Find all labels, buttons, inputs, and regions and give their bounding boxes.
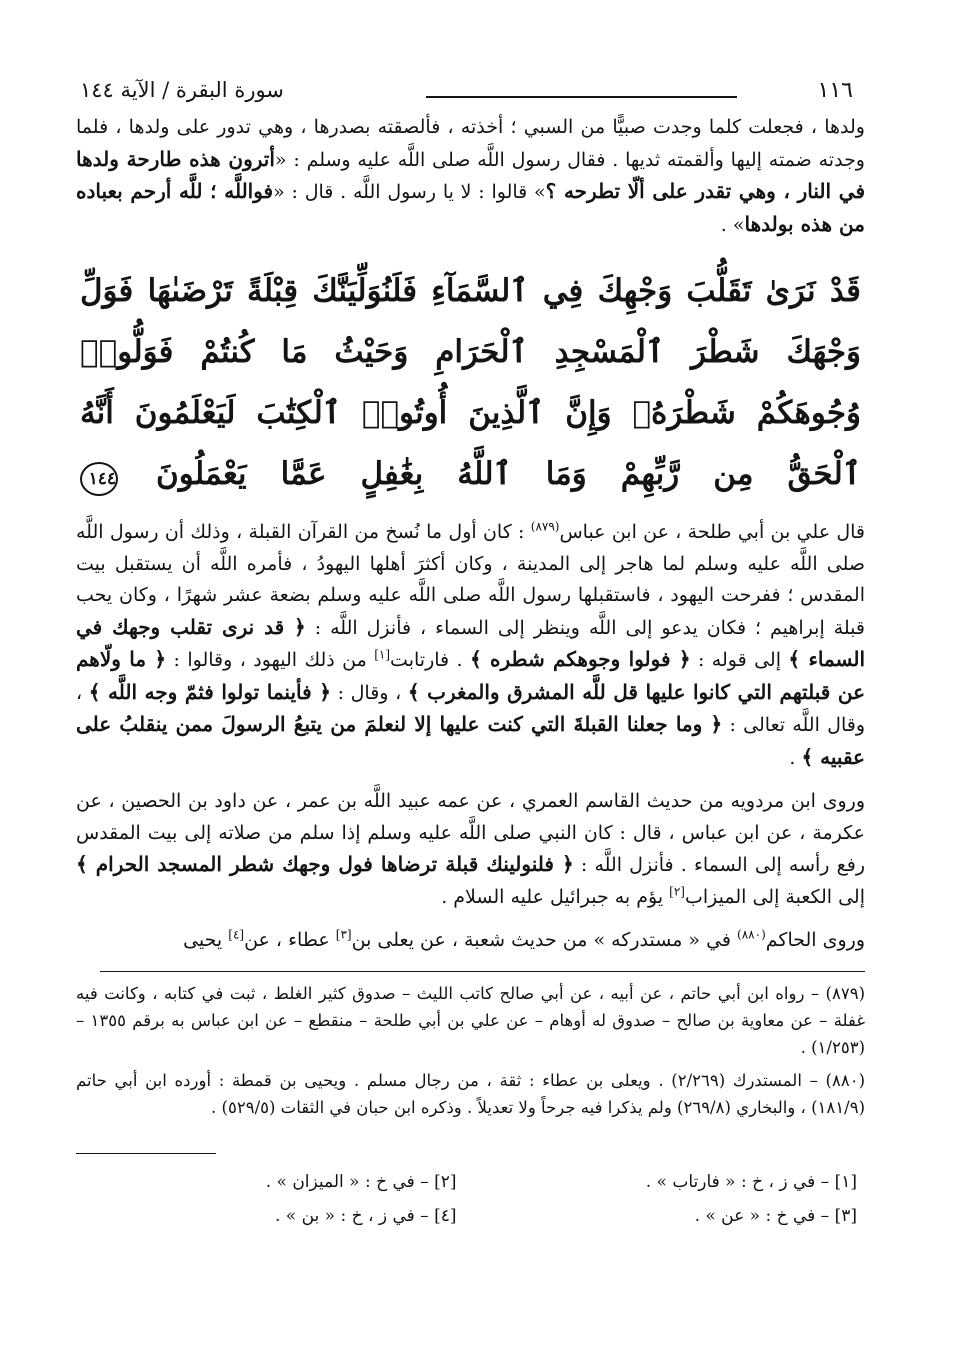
hadith-quote-2: فواللَّه ؛ للَّه أرحم بعباده من هذه بولدها [76, 179, 865, 236]
variants-divider [76, 1153, 216, 1154]
quran-verse [80, 261, 861, 505]
intro-text: ولدها ، فجعلت كلما وجدت صبيًّا من السبي ؛ أخذته ، فألصقته بصدرها ، وهي تدور على ولدها ، فلما وجدته ضمته إليها وألقمته ثديها . فقال رسول اللَّه صلى اللَّه عليه وسلم : « [76, 116, 865, 171]
footnote-ref: (٨٨٠) [737, 927, 766, 942]
text-run: . [789, 746, 802, 769]
variant-note: [١] – في ز ، خ : « فارتاب » . [645, 1171, 857, 1192]
verse-number-badge: ١٤٤ [80, 462, 118, 496]
text-run: إلى الكعبة إلى الميزاب [684, 885, 865, 908]
text-run: ، وقال اللَّه تعالى : [76, 681, 865, 736]
variant-note: [٣] – في خ : « عن » . [694, 1205, 857, 1226]
variant-ref: [٢] [669, 884, 685, 899]
section-2 [76, 786, 865, 913]
page-header [76, 72, 865, 112]
variant-note: [٢] – في خ : « الميزان » . [265, 1171, 457, 1192]
text-run: ، وقال : [330, 681, 408, 704]
text-run: : كان أول ما نُسخ من القرآن القبلة ، وذلك أن رسول اللَّه صلى اللَّه عليه وسلم لما هاجر إلى المدينة ، وكان أكثرَ أهلها اليهودُ ، فأمره اللَّه أن يستقبل بيت المقدس ؛ ففرحت اليهود ، فاستقبلها رسول اللَّه صلى اللَّه عليه وسلم بضعة عشر شهرًا ، وكان يحب قبلة إبراهيم ؛ فكان يدعو إلى اللَّه وينظر إلى السماء ، فأنزل اللَّه : [76, 521, 865, 639]
verse-text: قَدْ نَرَىٰ تَقَلُّبَ وَجْهِكَ فِي ٱلسَّمَآءِ فَلَنُوَلِّيَنَّكَ قِبْلَةً تَرْضَىٰهَا فَوَلِّ وَجْهَكَ شَطْرَ ٱلْمَسْجِدِ ٱلْحَرَامِ وَحَيْثُ مَا كُنتُمْ فَوَلُّوا۟ وُجُوهَكُمْ شَطْرَهُۥ وَإِنَّ ٱلَّذِينَ أُوتُوا۟ ٱلْكِتَٰبَ لَيَعْلَمُونَ أَنَّهُ ٱلْحَقُّ مِن رَّبِّهِمْ وَمَا ٱللَّهُ بِغَٰفِلٍ عَمَّا يَعْمَلُونَ [80, 273, 861, 492]
text-run: وروى ابن مردويه من حديث القاسم العمري ، عن عمه عبيد اللَّه بن عمر ، عن داود بن الحصين ، عن عكرمة ، عن ابن عباس ، قال : كان النبي صلى اللَّه عليه وسلم إذا سلم من صلاته إلى بيت المقدس رفع رأسه إلى السماء . فأنزل اللَّه : [76, 790, 865, 876]
variant-notes [76, 1168, 865, 1230]
section-1 [76, 517, 865, 774]
footnote-880: (٨٨٠) – المستدرك (٢/٢٦٩) . ويعلى بن عطاء : ثقة ، من رجال مسلم . ويحيى بن قمطة : أورده ابن أبي حاتم (١٨١/٩) ، والبخاري (٢٦٩/٨) ولم يذكرا فيه جرحاً ولا تعديلاً . وذكره ابن حبان في الثقات (٥٢٩/٥) . [76, 1070, 866, 1117]
verse-quote: ﴿ فولوا وجوهكم شطره ﴾ [469, 647, 691, 671]
page-number: ١١٦ [817, 78, 853, 103]
text-run: يحيى [183, 929, 229, 951]
intro-text-end: » . [720, 213, 745, 236]
surah-label: سورة البقرة / الآية ١٤٤ [80, 78, 284, 102]
footnote-ref: (٨٧٩) [530, 519, 560, 534]
hadith-quote: أترون هذه طارحة ولدها في النار ، وهي تقدر على ألّا تطرحه ؟ [76, 146, 866, 203]
verse-quote: ﴿ ما ولّاهم عن قبلتهم التي كانوا عليها قل للَّه المشرق والمغرب ﴾ [76, 647, 866, 704]
variant-ref: [١] [374, 647, 391, 662]
footnote-divider [100, 971, 865, 972]
variant-ref: [٤] [228, 927, 245, 942]
verse-quote: ﴿ قد نرى تقلب وجهك في السماء ﴾ [76, 614, 866, 671]
text-run: إلى قوله : [690, 649, 789, 671]
text-run: في « مستدركه » من حديث شعبة ، عن يعلى بن [351, 929, 738, 951]
text-run: عطاء ، عن [244, 929, 336, 951]
footnote-879: (٨٧٩) – رواه ابن أبي حاتم ، عن أبيه ، عن أبي صالح كاتب الليث – صدوق كثير الغلط ، ثبت في كتابه ، وكانت فيه غفلة – عن معاوية بن صالح – صدوق له أوهام – عن علي بن أبي طلحة – منقطع – عن ابن عباس به برقم ١٣٥٥ – (١/٢٥٣) . [76, 983, 865, 1057]
text-run: وروى الحاكم [765, 929, 865, 951]
variant-note: [٤] – في ز ، خ : « بن » . [274, 1205, 457, 1226]
verse-quote: ﴿ فأينما تولوا فثمّ وجه اللَّه ﴾ [88, 679, 331, 704]
intro-text-mid: » قالوا : لا يا رسول اللَّه . قال : « [273, 181, 546, 203]
verse-quote: ﴿ فلنولينك قبلة ترضاها فول وجهك شطر المسجد الحرام ﴾ [76, 852, 574, 876]
text-run: . فارتابت [390, 649, 470, 671]
text-run: من ذلك اليهود ، وقالوا : [166, 649, 375, 671]
text-run: قال علي بن أبي طلحة ، عن ابن عباس [559, 521, 866, 543]
text-run: يؤم به جبرائيل عليه السلام . [441, 885, 670, 908]
intro-paragraph [76, 112, 865, 241]
section-3 [76, 925, 865, 957]
header-rule [426, 96, 737, 98]
variant-ref: [٣] [335, 927, 352, 942]
verse-quote: ﴿ وما جعلنا القبلةَ التي كنت عليها إلا لنعلمَ من يتبعُ الرسولَ ممن ينقلبُ على عقبيه ﴾ [76, 712, 865, 769]
